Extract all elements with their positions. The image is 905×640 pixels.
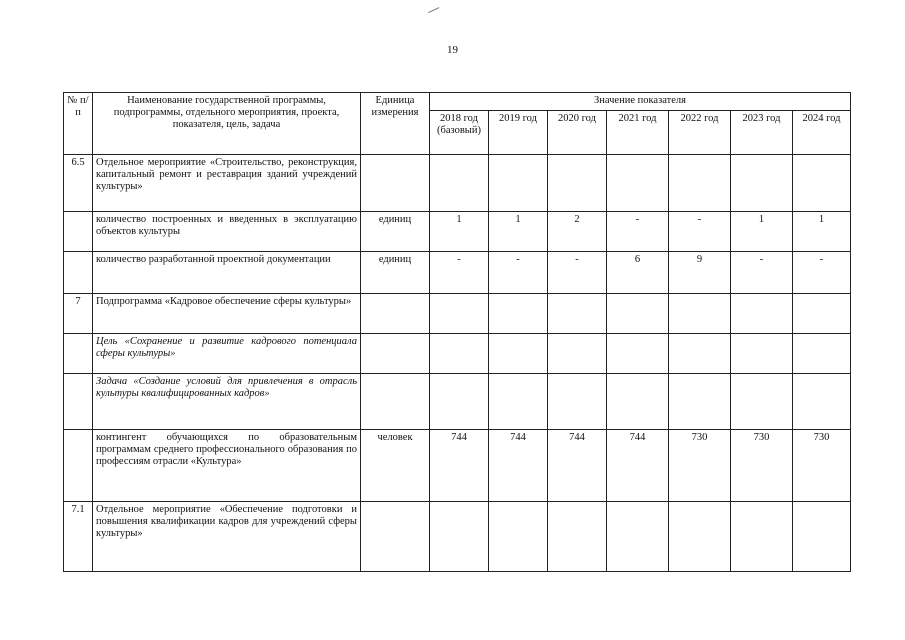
header-num: № п/п (64, 93, 93, 155)
row-value (793, 155, 851, 212)
row-value: 744 (430, 430, 489, 502)
row-number: 7 (64, 294, 93, 334)
row-number: 7.1 (64, 502, 93, 572)
row-value: 6 (607, 252, 669, 294)
row-number: 6.5 (64, 155, 93, 212)
row-number (64, 212, 93, 252)
header-unit: Единица измерения (361, 93, 430, 155)
row-value: 1 (731, 212, 793, 252)
table-row (64, 502, 851, 572)
table-row (64, 252, 851, 294)
row-value: - (607, 212, 669, 252)
row-unit (361, 374, 430, 430)
row-name: Подпрограмма «Кадровое обеспечение сферы культуры» (93, 294, 361, 334)
row-value (430, 155, 489, 212)
row-number (64, 252, 93, 294)
row-name: количество построенных и введенных в эксплуатацию объектов культуры (93, 212, 361, 252)
row-value: 1 (489, 212, 548, 252)
row-name: Задача «Создание условий для привлечения в отрасль культуры квалифицированных кадров» (93, 374, 361, 430)
table-row (64, 212, 851, 252)
row-value: - (731, 252, 793, 294)
row-value: - (548, 252, 607, 294)
row-value (548, 502, 607, 572)
row-value: 1 (793, 212, 851, 252)
row-value: 730 (731, 430, 793, 502)
row-value (430, 294, 489, 334)
row-value: 2 (548, 212, 607, 252)
scan-mark (425, 0, 440, 13)
row-name: контингент обучающихся по образовательным программам среднего профессионального образования по профессиям отрасли «Культура» (93, 430, 361, 502)
row-name: Отдельное мероприятие «Строительство, реконструкция, капитальный ремонт и реставрация зданий учреждений культуры» (93, 155, 361, 212)
table-row (64, 430, 851, 502)
row-value (669, 374, 731, 430)
row-number (64, 334, 93, 374)
row-value: 9 (669, 252, 731, 294)
page-number: 19 (447, 44, 458, 56)
row-value: - (669, 212, 731, 252)
header-row-top (64, 93, 851, 111)
row-value: 744 (548, 430, 607, 502)
indicators-table (63, 92, 851, 572)
row-value (793, 334, 851, 374)
row-value (793, 502, 851, 572)
row-unit: человек (361, 430, 430, 502)
row-value (731, 374, 793, 430)
row-value: 744 (607, 430, 669, 502)
row-value (430, 334, 489, 374)
row-value (793, 294, 851, 334)
table-body (64, 155, 851, 572)
table-row (64, 294, 851, 334)
row-value (607, 155, 669, 212)
row-value: 730 (669, 430, 731, 502)
row-value (607, 334, 669, 374)
row-value: 744 (489, 430, 548, 502)
row-value (669, 294, 731, 334)
row-value (430, 374, 489, 430)
row-name: количество разработанной проектной документации (93, 252, 361, 294)
header-year-2022: 2022 год (669, 111, 731, 155)
header-year-2021: 2021 год (607, 111, 669, 155)
row-unit (361, 294, 430, 334)
row-value: - (489, 252, 548, 294)
row-value (669, 502, 731, 572)
row-value (489, 502, 548, 572)
table-row (64, 334, 851, 374)
row-value (731, 294, 793, 334)
header-year-2020: 2020 год (548, 111, 607, 155)
row-value (548, 334, 607, 374)
row-value (548, 155, 607, 212)
row-unit: единиц (361, 252, 430, 294)
row-value (489, 294, 548, 334)
row-value: 1 (430, 212, 489, 252)
row-value (731, 334, 793, 374)
table-row (64, 374, 851, 430)
header-year-2024: 2024 год (793, 111, 851, 155)
row-value (548, 374, 607, 430)
header-year-2019: 2019 год (489, 111, 548, 155)
row-value (731, 502, 793, 572)
row-unit (361, 155, 430, 212)
row-name: Цель «Сохранение и развитие кадрового потенциала сферы культуры» (93, 334, 361, 374)
row-value: - (793, 252, 851, 294)
row-value (430, 502, 489, 572)
row-unit (361, 502, 430, 572)
row-value (489, 155, 548, 212)
row-number (64, 430, 93, 502)
header-year-2018: 2018 год (базовый) (430, 111, 489, 155)
row-value (731, 155, 793, 212)
row-value (669, 334, 731, 374)
row-value: - (430, 252, 489, 294)
row-unit: единиц (361, 212, 430, 252)
row-value (669, 155, 731, 212)
row-value (607, 374, 669, 430)
header-value-group: Значение показателя (430, 93, 851, 111)
row-value (607, 502, 669, 572)
row-value (489, 334, 548, 374)
row-value: 730 (793, 430, 851, 502)
row-value (607, 294, 669, 334)
table-row (64, 155, 851, 212)
row-name: Отдельное мероприятие «Обеспечение подготовки и повышения квалификации кадров для учреждений сферы культуры» (93, 502, 361, 572)
row-value (793, 374, 851, 430)
row-value (548, 294, 607, 334)
row-unit (361, 334, 430, 374)
header-year-2023: 2023 год (731, 111, 793, 155)
row-value (489, 374, 548, 430)
row-number (64, 374, 93, 430)
header-name: Наименование государственной программы, подпрограммы, отдельного мероприятия, проекта, показателя, цель, задача (93, 93, 361, 155)
